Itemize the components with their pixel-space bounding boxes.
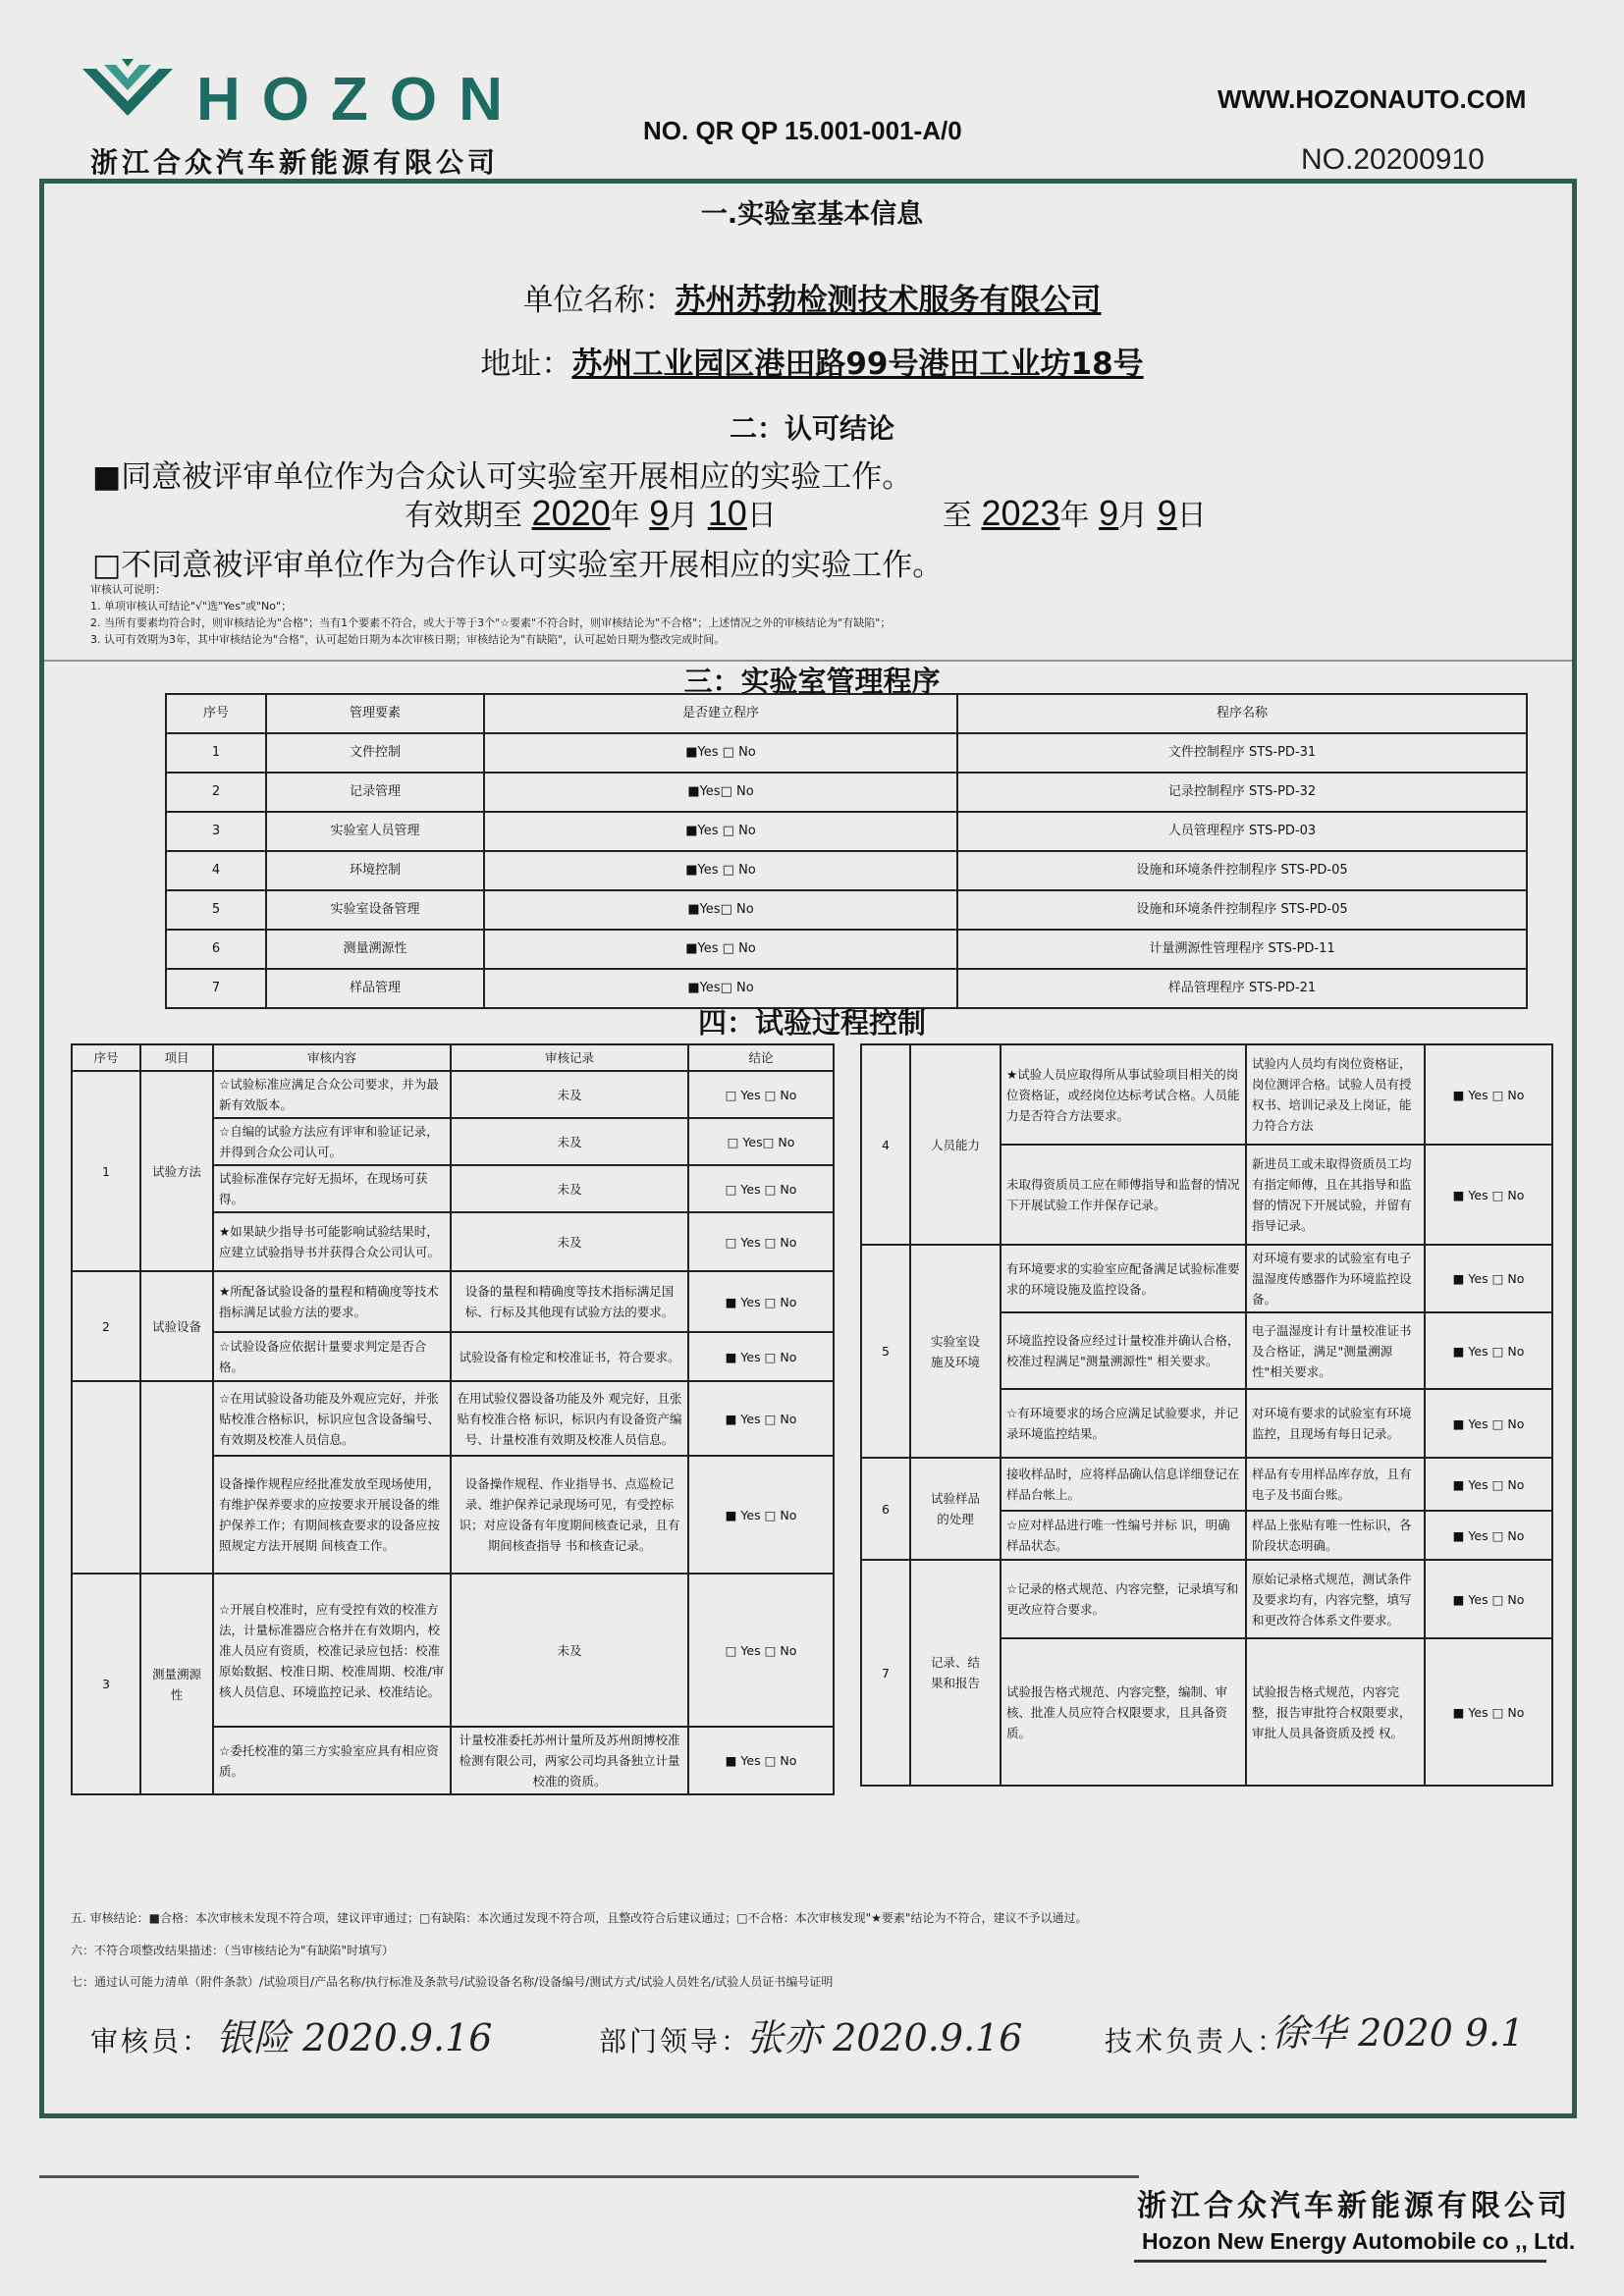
table-row <box>72 1271 834 1332</box>
table-row <box>166 930 1527 969</box>
conclusion-check[interactable]: □ Yes □ No <box>688 1574 834 1727</box>
procedure-name: 设施和环境条件控制程序 STS-PD-05 <box>957 890 1527 930</box>
audit-content: ★所配备试验设备的量程和精确度等技术指标满足试验方法的要求。 <box>213 1271 451 1332</box>
procedure-established-check[interactable]: ■Yes □ No <box>484 851 957 890</box>
conclusion-check[interactable]: ■ Yes □ No <box>688 1727 834 1794</box>
approved-capability-list: 七：通过认可能力清单（附件条款）/试验项目/产品名称/执行标准及条款号/试验设备名称/设备编号/测试方式/试验人员姓名/试验人员证书编号证明 <box>71 1975 834 1989</box>
company-name-english: Hozon New Energy Automobile co ,, Ltd. <box>1142 2228 1576 2254</box>
address-line <box>0 339 1624 383</box>
audit-record: 未及 <box>451 1071 688 1118</box>
row-number: 4 <box>166 851 266 890</box>
address-label: 地址： <box>480 347 572 382</box>
audit-record: 对环境有要求的试验室有电子温湿度传感器作为环境监控设备。 <box>1246 1245 1425 1312</box>
table-row <box>861 1245 1552 1312</box>
unit-line <box>0 275 1624 319</box>
conclusion-check[interactable]: ■ Yes □ No <box>688 1456 834 1574</box>
to-month: 9 <box>1099 493 1119 533</box>
audit-record: 在用试验仪器设备功能及外 观完好，且张贴有校准合格 标识，标识内有设备资产编 号、计量校准有效期及校准人员信息。 <box>451 1381 688 1456</box>
conclusion-check[interactable]: □ Yes □ No <box>688 1212 834 1271</box>
audit-content: ★试验人员应取得所从事试验项目相关的岗位资格证，或经岗位达标考试合格。人员能力是否符合方法要求。 <box>1001 1044 1246 1145</box>
audit-record: 电子温湿度计有计量校准证书及合格证，满足"测量溯源性"相关要求。 <box>1246 1312 1425 1389</box>
col-header: 结论 <box>688 1044 834 1071</box>
audit-record: 试验报告格式规范，内容完整，报告审批符合权限要求，审批人员具备资质及授 权。 <box>1246 1638 1425 1786</box>
section-1-title: 一.实验室基本信息 <box>700 199 924 230</box>
project-name: 实验室设施及环境 <box>910 1245 1001 1458</box>
table-row <box>166 851 1527 890</box>
col-header: 管理要素 <box>266 694 484 733</box>
procedure-name: 文件控制程序 STS-PD-31 <box>957 733 1527 773</box>
management-element: 测量溯源性 <box>266 930 484 969</box>
procedure-established-check[interactable]: ■Yes □ No <box>484 733 957 773</box>
procedure-name: 样品管理程序 STS-PD-21 <box>957 969 1527 1008</box>
audit-record: 原始记录格式规范，测试条件及要求均有，内容完整，填写和更改符合体系文件要求。 <box>1246 1560 1425 1638</box>
item-number: 4 <box>861 1044 910 1245</box>
month-unit: 月 <box>1118 499 1149 533</box>
disagree-text: 不同意被评审单位作为合作认可实验室开展相应的实验工作。 <box>121 548 944 583</box>
to-year: 2023 <box>981 493 1060 533</box>
col-header: 序号 <box>166 694 266 733</box>
audit-content: ☆试验标准应满足合众公司要求，并为最新有效版本。 <box>213 1071 451 1118</box>
audit-conclusion: 五. 审核结论：■合格：本次审核未发现不符合项，建议评审通过；□有缺陷：本次通过发现不符合项，且整改符合后建议通过；□不合格：本次审核发现"★要素"结论为不符合，建议不予以通过。 <box>71 1911 1088 1925</box>
table-row <box>166 812 1527 851</box>
auditor-signature: 银险 2020.9.16 <box>216 2016 493 2059</box>
day-unit: 日 <box>1176 499 1207 533</box>
row-number: 6 <box>166 930 266 969</box>
conclusion-check[interactable]: □ Yes □ No <box>688 1071 834 1118</box>
agree-checkbox[interactable]: ■ <box>92 459 122 495</box>
audit-content: ☆自编的试验方法应有评审和验证记录，并得到合众公司认可。 <box>213 1118 451 1165</box>
management-procedure-table <box>165 693 1528 1009</box>
table-row <box>72 1574 834 1727</box>
conclusion-check[interactable]: ■ Yes □ No <box>1425 1044 1552 1145</box>
col-header: 审核内容 <box>213 1044 451 1071</box>
process-control-table-left <box>71 1043 835 1795</box>
audit-content: ☆试验设备应依据计量要求判定是否合格。 <box>213 1332 451 1381</box>
conclusion-check[interactable]: ■ Yes □ No <box>688 1381 834 1456</box>
row-number: 7 <box>166 969 266 1008</box>
audit-content: ★如果缺少指导书可能影响试验结果时，应建立试验指导书并获得合众公司认可。 <box>213 1212 451 1271</box>
disagree-option <box>92 540 943 584</box>
month-unit: 月 <box>669 499 699 533</box>
item-number <box>72 1381 140 1574</box>
item-number: 5 <box>861 1245 910 1458</box>
section-4-title: 四：试验过程控制 <box>697 1006 926 1040</box>
col-header: 项目 <box>140 1044 213 1071</box>
project-name: 试验设备 <box>140 1271 213 1381</box>
from-day: 10 <box>707 493 747 533</box>
validity-prefix: 有效期至 <box>405 499 522 533</box>
note-item: 3. 认可有效期为3年，其中审核结论为"合格"，认可起始日期为本次审核日期；审核结论为"有缺陷"，认可起始日期为整改完成时间。 <box>90 633 726 646</box>
table-row <box>861 1458 1552 1511</box>
project-name: 试验样品的处理 <box>910 1458 1001 1560</box>
year-unit: 年 <box>610 499 640 533</box>
procedure-name: 设施和环境条件控制程序 STS-PD-05 <box>957 851 1527 890</box>
audit-record: 未及 <box>451 1574 688 1727</box>
table-row <box>72 1071 834 1118</box>
agree-text: 同意被评审单位作为合众认可实验室开展相应的实验工作。 <box>121 459 913 495</box>
procedure-established-check[interactable]: ■Yes□ No <box>484 969 957 1008</box>
address-value: 苏州工业园区港田路99号港田工业坊18号 <box>571 347 1144 382</box>
procedure-name: 计量溯源性管理程序 STS-PD-11 <box>957 930 1527 969</box>
section-2-title: 二：认可结论 <box>729 412 894 445</box>
audit-record: 未及 <box>451 1118 688 1165</box>
from-year: 2020 <box>531 493 611 533</box>
table-row <box>166 733 1527 773</box>
conclusion-check[interactable]: ■ Yes □ No <box>1425 1312 1552 1389</box>
company-name-header: 浙江合众汽车新能源有限公司 <box>90 146 500 179</box>
audit-record: 试验内人员均有岗位资格证，岗位测评合格。试验人员有授权书、培训记录及上岗证，能力符合方法 <box>1246 1044 1425 1145</box>
audit-record: 试验设备有检定和校准证书，符合要求。 <box>451 1332 688 1381</box>
project-name: 人员能力 <box>910 1044 1001 1245</box>
project-name: 记录、结果和报告 <box>910 1560 1001 1786</box>
management-element: 实验室设备管理 <box>266 890 484 930</box>
audit-content: ☆记录的格式规范、内容完整，记录填写和更改应符合要求。 <box>1001 1560 1246 1638</box>
project-name: 测量溯源性 <box>140 1574 213 1794</box>
management-element: 环境控制 <box>266 851 484 890</box>
agree-option <box>92 452 912 496</box>
to-prefix: 至 <box>942 499 972 533</box>
procedure-name: 记录控制程序 STS-PD-32 <box>957 773 1527 812</box>
audit-content: ☆开展自校准时，应有受控有效的校准方法，计量标准器应合格并在有效期内，校准人员应有资质，校准记录应包括：校准原始数据、校准日期、校准周期、校准/审核人员信息、环境监控记录、校准结论。 <box>213 1574 451 1727</box>
procedure-established-check[interactable]: ■Yes □ No <box>484 930 957 969</box>
logo-wordmark: HOZON <box>196 66 524 133</box>
from-month: 9 <box>649 493 670 533</box>
note-heading: 审核认可说明： <box>90 583 166 596</box>
note-item: 2. 当所有要素均符合时，则审核结论为"合格"；当有1个要素不符合，或大于等于3个"☆要素"不符合时，则审核结论为"不合格"；上述情况之外的审核结论为"有缺陷"； <box>90 616 892 629</box>
audit-content: ☆在用试验设备功能及外观应完好，并张贴校准合格标识，标识应包含设备编号、有效期及校准人员信息。 <box>213 1381 451 1456</box>
table-header-row <box>72 1044 834 1071</box>
document-number: NO. QR QP 15.001-001-A/0 <box>643 116 962 145</box>
conclusion-check[interactable]: ■ Yes □ No <box>688 1332 834 1381</box>
table-row <box>861 1560 1552 1638</box>
unit-label: 单位名称： <box>522 283 676 318</box>
day-unit: 日 <box>746 499 777 533</box>
row-number: 1 <box>166 733 266 773</box>
audit-record: 设备的量程和精确度等技术指标满足国标、行标及其他现有试验方法的要求。 <box>451 1271 688 1332</box>
item-number: 6 <box>861 1458 910 1560</box>
audit-content: ☆委托校准的第三方实验室应具有相应资质。 <box>213 1727 451 1794</box>
audit-record: 设备操作规程、作业指导书、点巡检记录、维护保养记录现场可见，有受控标识；对应设备有年度期间核查记录，且有期间核查指导 书和核查记录。 <box>451 1456 688 1574</box>
audit-content: 接收样品时，应将样品确认信息详细登记在样品台帐上。 <box>1001 1458 1246 1511</box>
col-header: 是否建立程序 <box>484 694 957 733</box>
audit-content: 试验标准保存完好无损坏，在现场可获得。 <box>213 1165 451 1212</box>
website: WWW.HOZONAUTO.COM <box>1218 84 1527 114</box>
col-header: 审核记录 <box>451 1044 688 1071</box>
row-number: 5 <box>166 890 266 930</box>
procedure-established-check[interactable]: ■Yes □ No <box>484 812 957 851</box>
col-header: 序号 <box>72 1044 140 1071</box>
table-row <box>861 1044 1552 1145</box>
english-name-underline <box>1134 2260 1546 2263</box>
row-number: 2 <box>166 773 266 812</box>
conclusion-check[interactable]: ■ Yes □ No <box>1425 1511 1552 1560</box>
item-number: 3 <box>72 1574 140 1794</box>
table-row <box>72 1381 834 1456</box>
audit-content: 未取得资质员工应在师傅指导和监督的情况下开展试验工作并保存记录。 <box>1001 1145 1246 1245</box>
audit-record: 新进员工或未取得资质员工均有指定师傅，且在其指导和监督的情况下开展试验，并留有指导记录。 <box>1246 1145 1425 1245</box>
procedure-established-check[interactable]: ■Yes□ No <box>484 773 957 812</box>
conclusion-check[interactable]: ■ Yes □ No <box>1425 1638 1552 1786</box>
audit-content: ☆应对样品进行唯一性编号并标 识，明确样品状态。 <box>1001 1511 1246 1560</box>
footer-divider <box>39 2175 1139 2178</box>
table-row <box>166 773 1527 812</box>
audit-record: 对环境有要求的试验室有环境监控，且现场有每日记录。 <box>1246 1389 1425 1458</box>
company-name-footer: 浙江合众汽车新能源有限公司 <box>1137 2189 1571 2223</box>
audit-record: 未及 <box>451 1212 688 1271</box>
conclusion-check[interactable]: ■ Yes □ No <box>1425 1458 1552 1511</box>
unit-value: 苏州苏勃检测技术服务有限公司 <box>675 283 1102 318</box>
audit-content: 设备操作规程应经批准发放至现场使用，有维护保养要求的应按要求开展设备的维护保养工作；有期间核查要求的设备应按照规定方法开展期 间核查工作。 <box>213 1456 451 1574</box>
audit-record: 样品有专用样品库存放，且有电子及书面台账。 <box>1246 1458 1425 1511</box>
dept-leader-signature: 张亦 2020.9.16 <box>746 2016 1023 2059</box>
tech-lead-signature: 徐华 2020 9.1 <box>1272 2011 1525 2055</box>
audit-content: 有环境要求的实验室应配备满足试验标准要求的环境设施及监控设备。 <box>1001 1245 1246 1312</box>
project-name: 试验方法 <box>140 1071 213 1271</box>
process-control-table-right <box>860 1043 1553 1787</box>
conclusion-check[interactable]: ■ Yes □ No <box>1425 1389 1552 1458</box>
management-element: 记录管理 <box>266 773 484 812</box>
row-number: 3 <box>166 812 266 851</box>
validity-line <box>405 491 1207 534</box>
conclusion-check[interactable]: ■ Yes □ No <box>1425 1245 1552 1312</box>
disagree-checkbox[interactable]: □ <box>92 548 122 583</box>
table-row <box>166 890 1527 930</box>
conclusion-check[interactable]: ■ Yes □ No <box>1425 1560 1552 1638</box>
audit-record: 样品上张贴有唯一性标识，各阶段状态明确。 <box>1246 1511 1425 1560</box>
note-item: 1. 单项审核认可结论"√"选"Yes"或"No"； <box>90 600 293 613</box>
procedure-name: 人员管理程序 STS-PD-03 <box>957 812 1527 851</box>
item-number: 2 <box>72 1271 140 1381</box>
audit-content: 环境监控设备应经过计量校准并确认合格，校准过程满足"测量溯源性" 相关要求。 <box>1001 1312 1246 1389</box>
tech-lead-label: 技术负责人： <box>1105 2025 1288 2057</box>
section-3-title: 三：实验室管理程序 <box>683 665 941 698</box>
conclusion-check[interactable]: ■ Yes □ No <box>688 1271 834 1332</box>
audit-content: 试验报告格式规范、内容完整，编制、审核、批准人员应符合权限要求，且具备资质。 <box>1001 1638 1246 1786</box>
audit-record: 计量校准委托苏州计量所及苏州朗博校准检测有限公司，两家公司均具备独立计量校准的资质。 <box>451 1727 688 1794</box>
rectification-note: 六：不符合项整改结果描述：（当审核结论为"有缺陷"时填写） <box>71 1944 395 1957</box>
conclusion-check[interactable]: □ Yes□ No <box>688 1118 834 1165</box>
serial-number: NO.20200910 <box>1301 143 1485 176</box>
to-day: 9 <box>1157 493 1177 533</box>
management-element: 实验室人员管理 <box>266 812 484 851</box>
procedure-established-check[interactable]: ■Yes□ No <box>484 890 957 930</box>
item-number: 1 <box>72 1071 140 1271</box>
approval-notes <box>90 581 891 648</box>
auditor-label: 审核员： <box>90 2025 213 2057</box>
conclusion-check[interactable]: ■ Yes □ No <box>1425 1145 1552 1245</box>
audit-record: 未及 <box>451 1165 688 1212</box>
conclusion-check[interactable]: □ Yes □ No <box>688 1165 834 1212</box>
dept-leader-label: 部门领导： <box>599 2025 752 2057</box>
table-header-row <box>166 694 1527 733</box>
item-number: 7 <box>861 1560 910 1786</box>
col-header: 程序名称 <box>957 694 1527 733</box>
audit-content: ☆有环境要求的场合应满足试验要求，并记录环境监控结果。 <box>1001 1389 1246 1458</box>
project-name <box>140 1381 213 1574</box>
management-element: 样品管理 <box>266 969 484 1008</box>
year-unit: 年 <box>1059 499 1090 533</box>
management-element: 文件控制 <box>266 733 484 773</box>
